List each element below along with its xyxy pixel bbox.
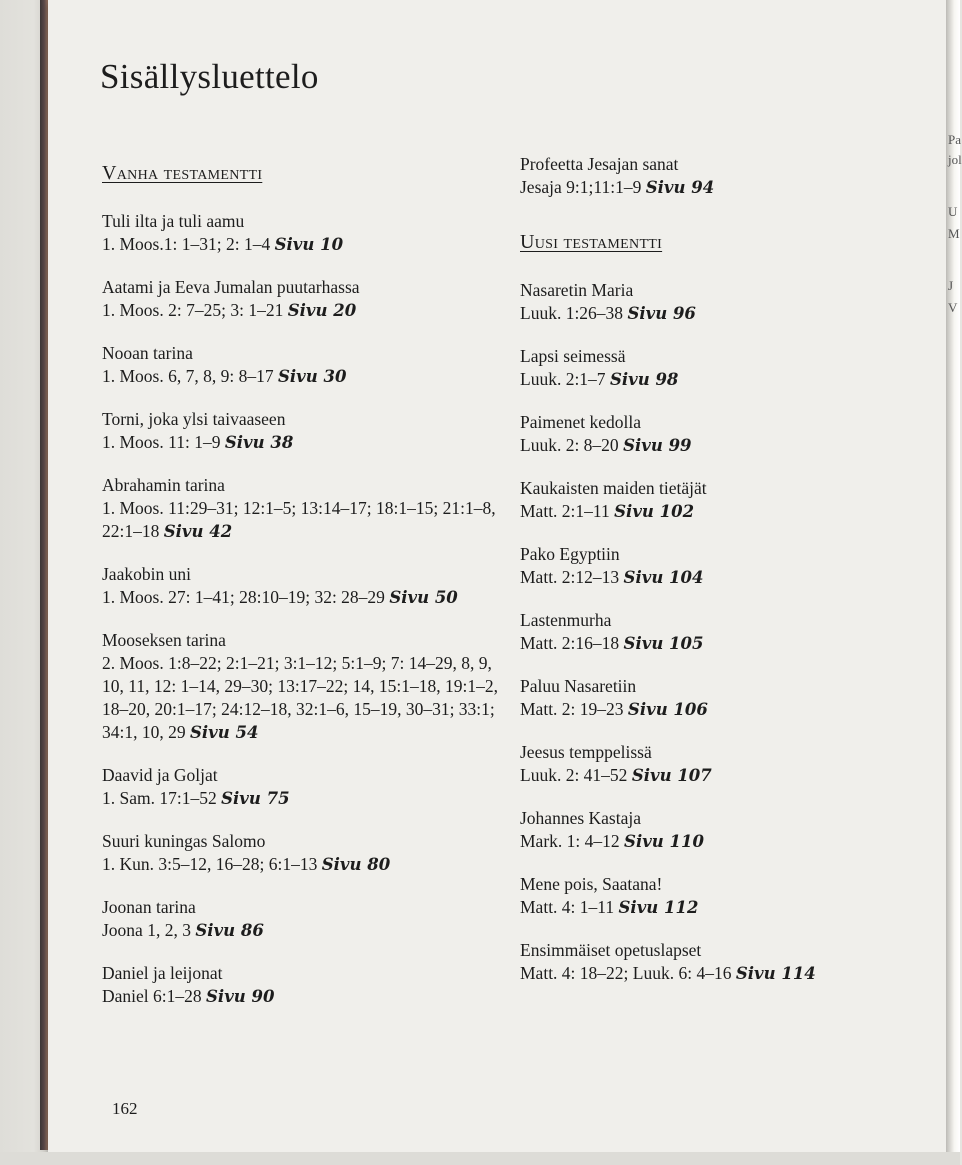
toc-entry xyxy=(520,609,920,655)
entry-page-number: Sivu 106 xyxy=(627,700,708,719)
toc-entry xyxy=(102,276,502,322)
toc-entry xyxy=(520,939,920,985)
entry-title: Nooan tarina xyxy=(102,343,193,363)
entry-title: Daavid ja Goljat xyxy=(102,765,218,785)
next-page-fragment: Pa xyxy=(948,132,961,147)
entry-reference xyxy=(102,985,502,1008)
toc-entry xyxy=(520,345,920,391)
entry-page-number: Sivu 114 xyxy=(735,964,816,983)
entry-page-number: Sivu 20 xyxy=(287,301,357,320)
entry-page-number: Sivu 10 xyxy=(274,235,344,254)
next-page-fragment: M xyxy=(948,226,960,241)
entry-page-number: Sivu 30 xyxy=(277,367,347,386)
bottom-background xyxy=(0,1152,960,1165)
entry-reference xyxy=(520,302,920,325)
entry-page-number: Sivu 98 xyxy=(609,370,679,389)
entry-ref-text: Matt. 2: 19–23 xyxy=(520,699,624,719)
entry-ref-text: Matt. 2:1–11 xyxy=(520,501,610,521)
old-testament-heading: Vanha testamentti xyxy=(102,162,263,184)
toc-entry xyxy=(102,896,502,942)
entry-reference xyxy=(520,698,920,721)
entry-page-number: Sivu 104 xyxy=(623,568,704,587)
entry-title: Lastenmurha xyxy=(520,610,612,630)
page-number: 162 xyxy=(112,1099,138,1118)
toc-entry xyxy=(520,543,920,589)
toc-entry xyxy=(102,830,502,876)
entry-page-number: Sivu 42 xyxy=(163,522,233,541)
next-page-fragment: J xyxy=(948,278,954,293)
entry-page-number: Sivu 110 xyxy=(624,832,704,851)
entry-reference xyxy=(102,919,502,942)
entry-page-number: Sivu 112 xyxy=(618,898,699,917)
toc-entry xyxy=(520,279,920,325)
toc-entry xyxy=(102,962,502,1008)
old-testament-column xyxy=(102,160,502,1028)
entry-ref-text: 1. Sam. 17:1–52 xyxy=(102,788,217,808)
entry-title: Johannes Kastaja xyxy=(520,808,642,828)
entry-title: Jeesus temppelissä xyxy=(520,742,652,762)
entry-ref-text: Matt. 4: 18–22; Luuk. 6: 4–16 xyxy=(520,963,732,983)
toc-entry xyxy=(520,675,920,721)
entry-ref-text: Jesaja 9:1;11:1–9 xyxy=(520,177,642,197)
entry-reference xyxy=(102,787,502,810)
entry-ref-text: Matt. 2:12–13 xyxy=(520,567,620,587)
entry-reference xyxy=(520,368,920,391)
page-title: Sisällysluettelo xyxy=(100,57,319,96)
entry-reference xyxy=(520,500,920,523)
entry-title: Paimenet kedolla xyxy=(520,412,642,432)
entry-ref-text: Luuk. 2: 41–52 xyxy=(520,765,628,785)
entry-reference xyxy=(520,830,920,853)
entry-reference xyxy=(520,434,920,457)
entry-ref-text: 1. Moos. 11: 1–9 xyxy=(102,432,221,452)
entry-page-number: Sivu 102 xyxy=(614,502,695,521)
entry-reference xyxy=(520,566,920,589)
entry-reference xyxy=(520,764,920,787)
new-testament-list xyxy=(520,279,920,985)
entry-ref-text: 1. Moos. 27: 1–41; 28:10–19; 32: 28–29 xyxy=(102,587,385,607)
entry-ref-text: Luuk. 2: 8–20 xyxy=(520,435,619,455)
entry-title: Kaukaisten maiden tietäjät xyxy=(520,478,707,498)
toc-entry xyxy=(520,411,920,457)
entry-reference xyxy=(102,299,502,322)
entry-ref-text: 2. Moos. 1:8–22; 2:1–21; 3:1–12; 5:1–9; 7: 14–29, 8, 9, 10, 11, 12: 1–14, 29–30; 13:17–22; 14, 15:1–18, 19:1–2, 18–20, 20:1–17; 24:12–18, 32:1–6, 15–19, 30–31; 33:1; 34:1, 10, 29 xyxy=(102,653,499,742)
entry-reference xyxy=(102,853,502,876)
entry-title: Mooseksen tarina xyxy=(102,630,226,650)
next-page-fragment: jol xyxy=(948,152,962,167)
entry-page-number: Sivu 54 xyxy=(190,723,259,742)
entry-page-number: Sivu 94 xyxy=(645,178,715,197)
next-page-edge xyxy=(946,0,960,1165)
entry-page-number: Sivu 50 xyxy=(389,588,458,607)
entry-page-number: Sivu 90 xyxy=(206,987,275,1006)
toc-entry xyxy=(520,477,920,523)
entry-reference xyxy=(102,365,502,388)
entry-reference xyxy=(520,176,920,199)
entry-ref-text: 1. Kun. 3:5–12, 16–28; 6:1–13 xyxy=(102,854,318,874)
entry-page-number: Sivu 38 xyxy=(224,433,294,452)
entry-title: Paluu Nasaretiin xyxy=(520,676,637,696)
entry-title: Daniel ja leijonat xyxy=(102,963,223,983)
toc-entry xyxy=(102,342,502,388)
entry-page-number: Sivu 80 xyxy=(321,855,391,874)
entry-title: Aatami ja Eeva Jumalan puutarhassa xyxy=(102,277,360,297)
toc-entry xyxy=(102,408,502,454)
entry-reference xyxy=(102,431,502,454)
entry-ref-text: Matt. 4: 1–11 xyxy=(520,897,615,917)
toc-entry xyxy=(520,873,920,919)
toc-entry xyxy=(520,741,920,787)
entry-ref-text: Luuk. 2:1–7 xyxy=(520,369,606,389)
entry-page-number: Sivu 105 xyxy=(623,634,704,653)
toc-entry xyxy=(102,474,502,543)
toc-entry xyxy=(520,153,920,199)
toc-entry xyxy=(102,629,502,744)
entry-page-number: Sivu 96 xyxy=(627,304,696,323)
entry-reference xyxy=(520,896,920,919)
entry-reference xyxy=(102,652,502,744)
new-testament-heading: Uusi testamentti xyxy=(520,231,663,253)
entry-ref-text: 1. Moos.1: 1–31; 2: 1–4 xyxy=(102,234,271,254)
toc-entry xyxy=(102,563,502,609)
next-page-fragment: V xyxy=(948,300,958,315)
toc-entry xyxy=(520,807,920,853)
entry-title: Tuli ilta ja tuli aamu xyxy=(102,211,245,231)
entry-title: Lapsi seimessä xyxy=(520,346,626,366)
entry-title: Profeetta Jesajan sanat xyxy=(520,154,679,174)
entry-title: Nasaretin Maria xyxy=(520,280,634,300)
new-testament-column xyxy=(520,153,920,1005)
entry-title: Ensimmäiset opetuslapset xyxy=(520,940,702,960)
entry-page-number: Sivu 86 xyxy=(195,921,264,940)
old-testament-list xyxy=(102,210,502,1008)
entry-title: Joonan tarina xyxy=(102,897,196,917)
entry-reference xyxy=(102,497,502,543)
entry-ref-text: Luuk. 1:26–38 xyxy=(520,303,624,323)
entry-title: Mene pois, Saatana! xyxy=(520,874,663,894)
entry-reference xyxy=(520,962,920,985)
entry-ref-text: Mark. 1: 4–12 xyxy=(520,831,620,851)
entry-reference xyxy=(102,233,502,256)
entry-reference xyxy=(102,586,502,609)
entry-ref-text: 1. Moos. 2: 7–25; 3: 1–21 xyxy=(102,300,284,320)
entry-ref-text: Daniel 6:1–28 xyxy=(102,986,202,1006)
next-page-fragment: U xyxy=(948,204,958,219)
entry-title: Torni, joka ylsi taivaaseen xyxy=(102,409,286,429)
entry-ref-text: Joona 1, 2, 3 xyxy=(102,920,191,940)
entry-ref-text: 1. Moos. 6, 7, 8, 9: 8–17 xyxy=(102,366,274,386)
entry-title: Abrahamin tarina xyxy=(102,475,225,495)
entry-title: Suuri kuningas Salomo xyxy=(102,831,266,851)
entry-page-number: Sivu 75 xyxy=(221,789,290,808)
entry-reference xyxy=(520,632,920,655)
entry-ref-text: 1. Moos. 11:29–31; 12:1–5; 13:14–17; 18:1–15; 21:1–8, 22:1–18 xyxy=(102,498,496,541)
entry-page-number: Sivu 107 xyxy=(631,766,712,785)
entry-ref-text: Matt. 2:16–18 xyxy=(520,633,620,653)
entry-page-number: Sivu 99 xyxy=(623,436,692,455)
toc-entry xyxy=(102,210,502,256)
entry-title: Pako Egyptiin xyxy=(520,544,620,564)
entry-title: Jaakobin uni xyxy=(102,564,191,584)
toc-entry xyxy=(102,764,502,810)
